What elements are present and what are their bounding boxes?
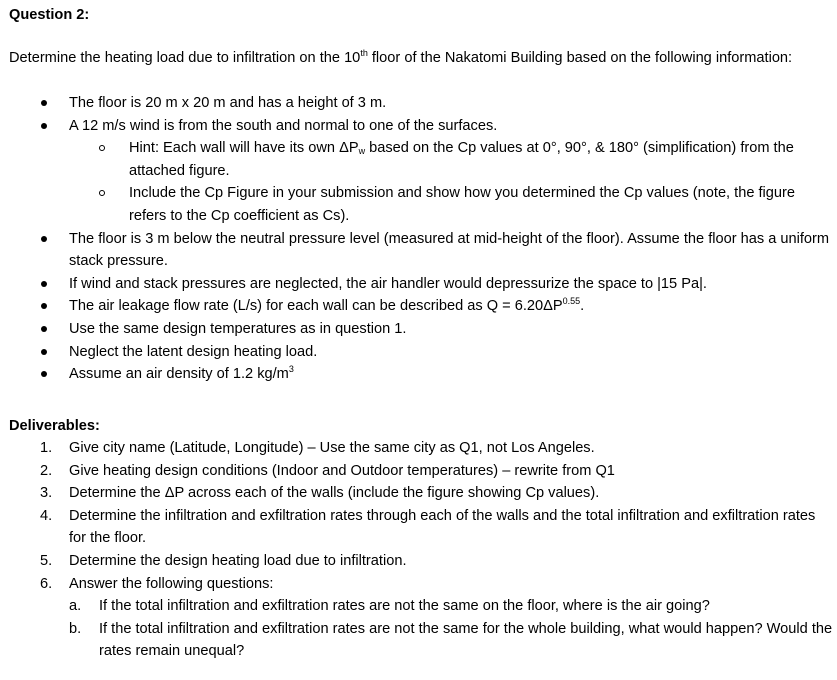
bullet-icon	[41, 349, 47, 355]
item-number: 2.	[40, 462, 53, 479]
item-number: 4.	[40, 507, 53, 524]
list-item	[9, 228, 831, 273]
hint-text-start: Hint: Each wall will have its own ΔP	[129, 140, 359, 157]
list-item	[9, 505, 835, 550]
bullet-text: Use the same design temperatures as in question 1.	[69, 320, 407, 337]
list-item	[9, 318, 831, 341]
info-bullet-list	[9, 92, 831, 386]
hollow-bullet-icon	[99, 190, 105, 196]
bullet-text: Neglect the latent design heating load.	[69, 343, 318, 360]
bullet-icon	[41, 123, 47, 129]
flow-text-end: .	[580, 298, 585, 315]
list-item	[9, 437, 835, 460]
bullet-text: The floor is 20 m x 20 m and has a height of 3 m.	[69, 95, 387, 111]
bullet-icon	[41, 236, 47, 242]
question-item	[69, 595, 835, 618]
question-letter: a.	[69, 598, 82, 615]
list-item	[9, 550, 835, 573]
item-text: Give heating design conditions (Indoor and Outdoor temperatures) – rewrite from Q1	[69, 462, 615, 479]
sub-bullet-list	[69, 137, 831, 227]
intro-ordinal-suffix: th	[360, 48, 368, 58]
list-item	[9, 482, 835, 505]
item-number: 3.	[40, 485, 53, 502]
intro-text-end: floor of the Nakatomi Building based on the following information:	[367, 50, 793, 66]
question-text: If the total infiltration and exfiltration rates are not the same on the floor, where is the air going?	[99, 598, 710, 615]
question-title: Question 2:	[9, 7, 90, 23]
intro-paragraph	[9, 47, 809, 70]
item-number: 5.	[40, 552, 53, 569]
list-item	[9, 115, 831, 228]
bullet-icon	[41, 371, 47, 377]
question-text: If the total infiltration and exfiltration rates are not the same for the whole building, what would happen? Would the rates remain unequal?	[99, 620, 833, 660]
item-text: Determine the infiltration and exfiltration rates through each of the walls and the total infiltration and exfiltration rates for the floor.	[69, 507, 816, 547]
bullet-icon	[41, 303, 47, 309]
bullet-icon	[41, 100, 47, 106]
deliverables-title: Deliverables:	[9, 418, 100, 434]
sub-bullet-text: Include the Cp Figure in your submission and show how you determined the Cp values (note, the figure refers to the Cp coefficient as Cs).	[129, 185, 796, 224]
hint-text-end: based on the Cp values at 0°, 90°, & 180° (simplification) from the attached figure.	[129, 140, 794, 179]
question-item	[69, 618, 835, 663]
list-item	[9, 341, 831, 364]
questions-list	[69, 595, 835, 663]
bullet-text: The floor is 3 m below the neutral pressure level (measured at mid-height of the floor). Assume the floor has a uniform stack pressure.	[69, 230, 830, 270]
list-item	[9, 573, 835, 663]
flow-text-start: The air leakage flow rate (L/s) for each wall can be described as Q = 6.20ΔP	[69, 298, 563, 315]
question-letter: b.	[69, 620, 82, 637]
sub-list-item	[69, 137, 831, 182]
list-item	[9, 273, 831, 296]
item-number: 1.	[40, 440, 53, 456]
bullet-text: A 12 m/s wind is from the south and normal to one of the surfaces.	[69, 117, 498, 134]
item-text: Determine the design heating load due to infiltration.	[69, 552, 407, 569]
hint-subscript: w	[358, 146, 366, 157]
list-item	[9, 460, 835, 483]
bullet-icon	[41, 326, 47, 332]
item-number: 6.	[40, 575, 53, 592]
hollow-bullet-icon	[99, 145, 105, 151]
item-text: Give city name (Latitude, Longitude) – Use the same city as Q1, not Los Angeles.	[69, 440, 595, 456]
flow-exponent: 0.55	[562, 296, 581, 307]
item-text: Determine the ΔP across each of the walls (include the figure showing Cp values).	[69, 485, 600, 502]
density-exponent: 3	[288, 364, 294, 375]
bullet-text: If wind and stack pressures are neglected, the air handler would depressurize the space to |15 Pa|.	[69, 275, 707, 292]
list-item	[9, 295, 831, 318]
density-text: Assume an air density of 1.2 kg/m	[69, 366, 289, 383]
bullet-icon	[41, 281, 47, 287]
intro-text-start: Determine the heating load due to infiltration on the 10	[9, 50, 361, 66]
deliverables-list	[9, 437, 835, 663]
item-text: Answer the following questions:	[69, 575, 274, 592]
list-item	[9, 92, 831, 115]
list-item	[9, 363, 831, 386]
sub-list-item	[69, 182, 831, 227]
